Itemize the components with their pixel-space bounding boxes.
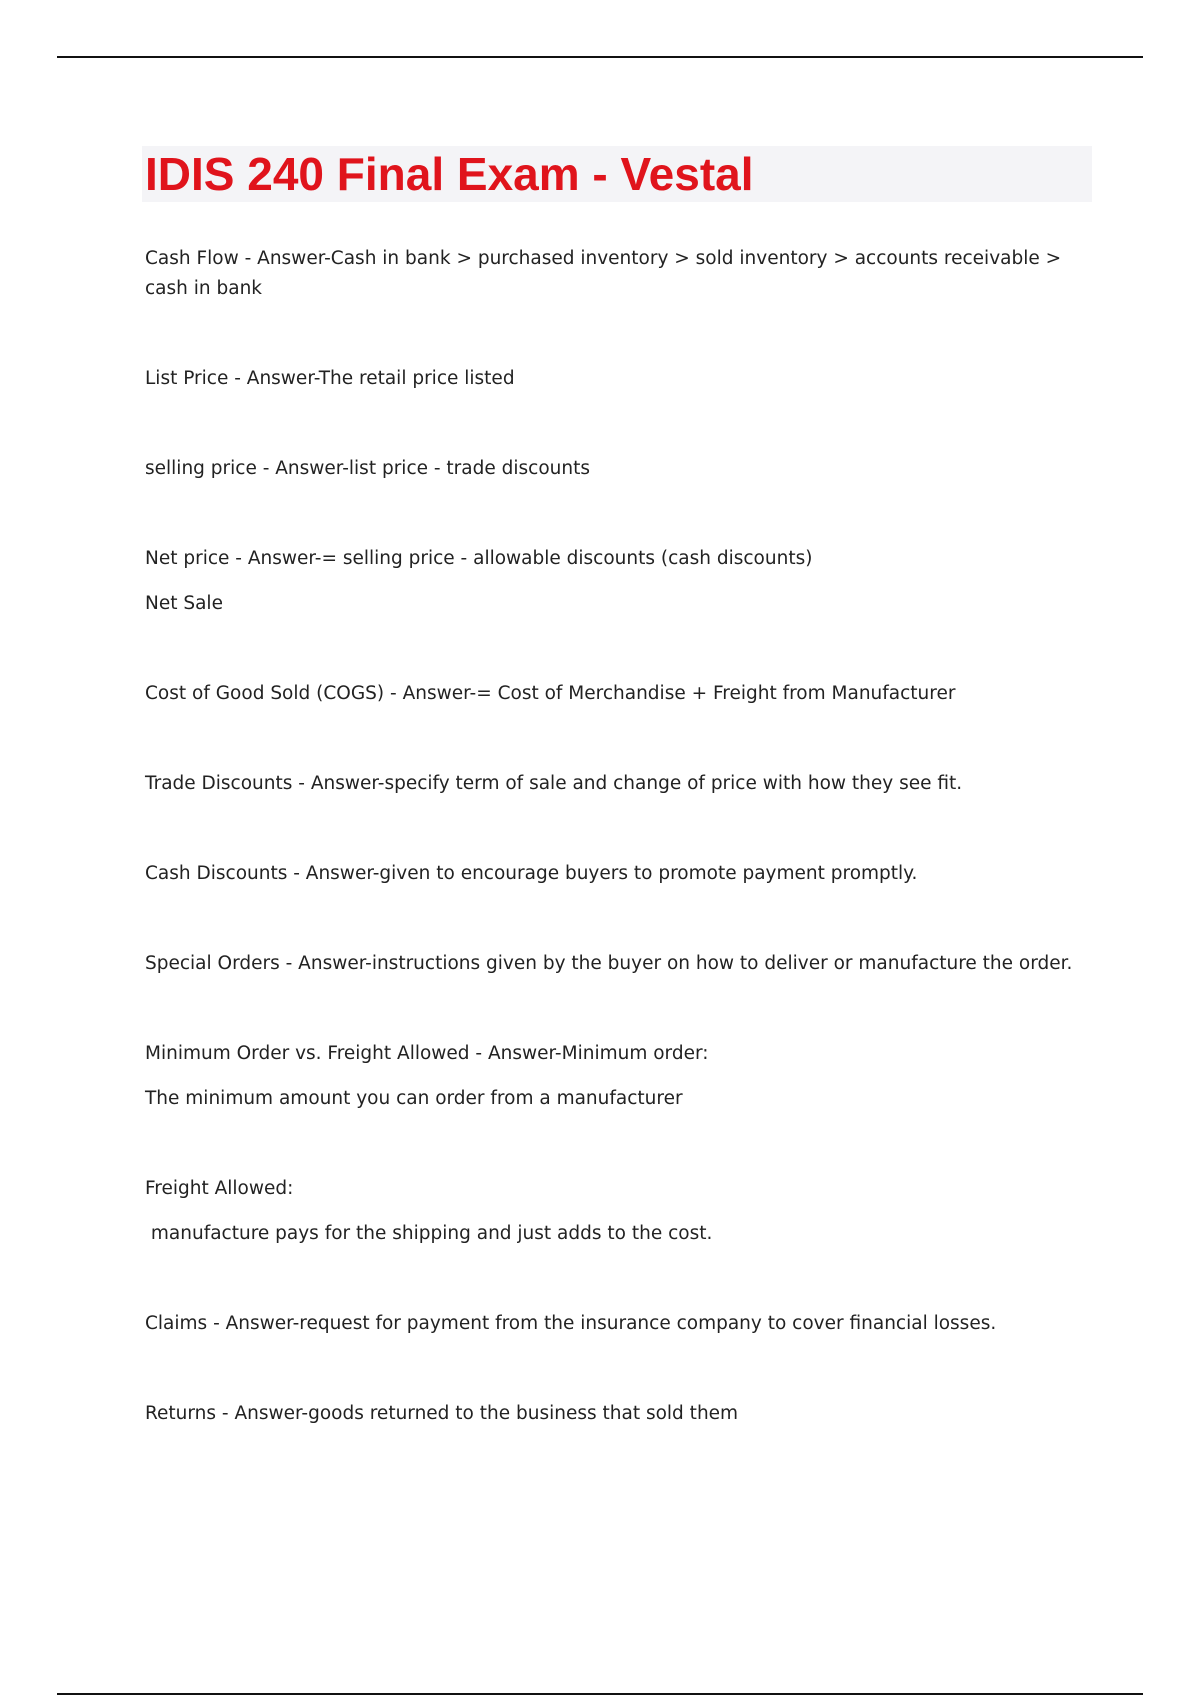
entry-cash-flow: Cash Flow - Answer-Cash in bank > purchased inventory > sold inventory > accounts receivable > cash in bank <box>145 248 1062 299</box>
entry-claims: Claims - Answer-request for payment from the insurance company to cover financial losses. <box>145 1313 997 1334</box>
flashcard-list <box>142 244 1082 1429</box>
entry-net-price: Net price - Answer-= selling price - allowable discounts (cash discounts) <box>145 548 813 569</box>
document-title: IDIS 240 Final Exam - Vestal <box>145 148 754 200</box>
entry-minimum-order-detail: The minimum amount you can order from a manufacturer <box>145 1088 683 1109</box>
entry-cash-discounts: Cash Discounts - Answer-given to encourage buyers to promote payment promptly. <box>145 863 918 884</box>
top-rule <box>57 56 1143 58</box>
title-banner <box>142 146 1092 202</box>
entry-list-price: List Price - Answer-The retail price listed <box>145 368 515 389</box>
entry-trade-discounts: Trade Discounts - Answer-specify term of sale and change of price with how they see fit. <box>145 773 963 794</box>
bottom-rule <box>57 1693 1143 1695</box>
document-page <box>142 146 1092 1424</box>
entry-selling-price: selling price - Answer-list price - trade discounts <box>145 458 590 479</box>
entry-freight-allowed: Freight Allowed: <box>145 1178 294 1199</box>
entry-returns: Returns - Answer-goods returned to the business that sold them <box>145 1403 739 1424</box>
entry-cogs: Cost of Good Sold (COGS) - Answer-= Cost of Merchandise + Freight from Manufacturer <box>145 683 956 704</box>
entry-minimum-order: Minimum Order vs. Freight Allowed - Answer-Minimum order: <box>145 1043 709 1064</box>
entry-net-sale: Net Sale <box>145 593 223 614</box>
entry-special-orders: Special Orders - Answer-instructions given by the buyer on how to deliver or manufacture the order. <box>145 953 1073 974</box>
entry-freight-allowed-detail: manufacture pays for the shipping and just adds to the cost. <box>145 1223 713 1244</box>
